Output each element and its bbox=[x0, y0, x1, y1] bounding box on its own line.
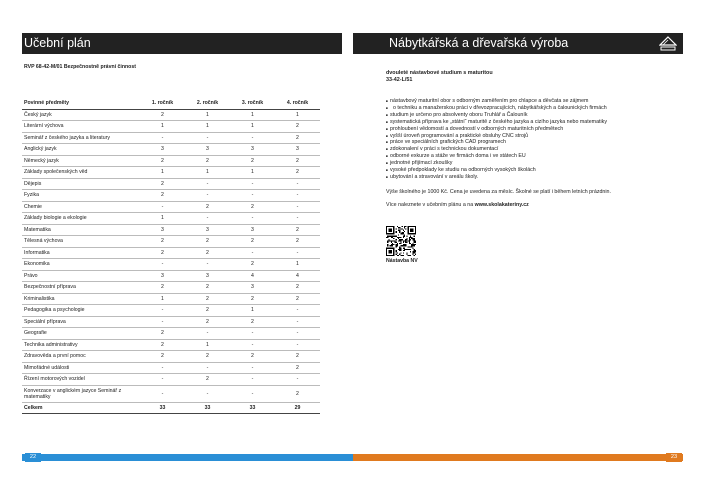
table-cell-year-4: 2 bbox=[275, 132, 320, 144]
column-header-year-4: 4. ročník bbox=[275, 97, 320, 109]
table-cell-subject: Zdravověda a první pomoc bbox=[22, 351, 140, 363]
table-cell-year-1: 3 bbox=[140, 144, 185, 156]
table-row bbox=[22, 178, 320, 190]
table-cell-year-4: 3 bbox=[275, 144, 320, 156]
table-cell-year-3: - bbox=[230, 328, 275, 340]
table-cell-subject: Právo bbox=[22, 270, 140, 282]
table-row bbox=[22, 374, 320, 386]
table-cell-year-4: 2 bbox=[275, 282, 320, 294]
school-website-link[interactable]: www.skolakateriny.cz bbox=[474, 202, 529, 208]
total-cell-year-1: 33 bbox=[140, 402, 185, 413]
table-cell-year-3: - bbox=[230, 132, 275, 144]
table-cell-year-3: - bbox=[230, 213, 275, 225]
table-cell-subject: Základy biologie a ekologie bbox=[22, 213, 140, 225]
table-cell-subject: Fyzika bbox=[22, 190, 140, 202]
table-cell-year-1: 2 bbox=[140, 351, 185, 363]
table-cell-subject: Geografie bbox=[22, 328, 140, 340]
tuition-fee-text: Výše školného je 1000 Kč. Cena je uvedena za měsíc. Školné se platí i během letních prázdnin. bbox=[386, 189, 611, 195]
table-row bbox=[22, 270, 320, 282]
table-cell-year-4: 2 bbox=[275, 385, 320, 402]
table-cell-year-4: 2 bbox=[275, 351, 320, 363]
table-cell-year-2: - bbox=[185, 362, 230, 374]
table-cell-year-2: 3 bbox=[185, 144, 230, 156]
table-cell-subject: Ekonomika bbox=[22, 259, 140, 271]
table-cell-year-4: - bbox=[275, 178, 320, 190]
table-cell-year-1: 2 bbox=[140, 190, 185, 202]
table-cell-year-4: - bbox=[275, 247, 320, 259]
more-info-prefix: Více naleznete v učebním plánu a na bbox=[386, 202, 475, 208]
table-cell-year-3: - bbox=[230, 374, 275, 386]
right-footer-bar bbox=[353, 454, 683, 461]
table-cell-year-4: - bbox=[275, 201, 320, 213]
table-row bbox=[22, 362, 320, 374]
table-cell-year-3: 3 bbox=[230, 144, 275, 156]
table-row bbox=[22, 132, 320, 144]
table-row bbox=[22, 201, 320, 213]
table-header-row bbox=[22, 97, 320, 109]
table-cell-year-2: 1 bbox=[185, 167, 230, 179]
bullet-item: ■ nástavbový maturitní obor s odborným zaměřením pro chlapce a děvčata se zájmem bbox=[386, 98, 686, 105]
table-cell-year-4: 1 bbox=[275, 259, 320, 271]
table-cell-year-3: - bbox=[230, 247, 275, 259]
table-cell-subject: Bezpečnostní příprava bbox=[22, 282, 140, 294]
table-row bbox=[22, 282, 320, 294]
table-row bbox=[22, 190, 320, 202]
program-subtitle: RVP 68-42-M/01 Bezpečnostně právní činnost bbox=[24, 64, 136, 70]
table-cell-year-4: - bbox=[275, 316, 320, 328]
table-cell-year-2: - bbox=[185, 190, 230, 202]
table-cell-year-2: 2 bbox=[185, 305, 230, 317]
table-cell-year-1: - bbox=[140, 316, 185, 328]
table-cell-year-1: 2 bbox=[140, 109, 185, 121]
table-cell-subject: Literární výchova bbox=[22, 121, 140, 133]
table-cell-subject: Základy společenských věd bbox=[22, 167, 140, 179]
table-cell-year-2: 3 bbox=[185, 270, 230, 282]
table-cell-year-4: 2 bbox=[275, 155, 320, 167]
qr-code-icon[interactable] bbox=[386, 226, 416, 256]
table-row bbox=[22, 293, 320, 305]
table-cell-year-1: 1 bbox=[140, 213, 185, 225]
table-cell-year-3: - bbox=[230, 178, 275, 190]
bullet-item: ■ práce ve speciálních grafických CAD programech bbox=[386, 139, 686, 146]
right-page-number: 23 bbox=[666, 453, 682, 462]
table-cell-year-2: 2 bbox=[185, 201, 230, 213]
table-cell-subject: Český jazyk bbox=[22, 109, 140, 121]
qr-code-label: Nástavba NV bbox=[386, 258, 418, 264]
table-cell-year-1: 2 bbox=[140, 178, 185, 190]
study-bullet-list bbox=[386, 98, 686, 181]
table-cell-year-1: 1 bbox=[140, 167, 185, 179]
table-cell-year-3: 1 bbox=[230, 167, 275, 179]
left-page-header: Učební plán bbox=[22, 33, 342, 54]
table-cell-year-1: - bbox=[140, 362, 185, 374]
table-cell-year-4: 2 bbox=[275, 293, 320, 305]
table-cell-subject: Mimořádné události bbox=[22, 362, 140, 374]
table-cell-year-2: 1 bbox=[185, 339, 230, 351]
table-cell-year-1: - bbox=[140, 201, 185, 213]
curriculum-table-body bbox=[22, 109, 320, 413]
table-row bbox=[22, 328, 320, 340]
study-code: 33-42-L/51 bbox=[386, 76, 413, 83]
table-cell-year-4: - bbox=[275, 339, 320, 351]
table-cell-year-1: 2 bbox=[140, 236, 185, 248]
table-row bbox=[22, 121, 320, 133]
table-cell-year-4: - bbox=[275, 305, 320, 317]
table-cell-year-3: - bbox=[230, 385, 275, 402]
table-row bbox=[22, 224, 320, 236]
table-cell-year-3: 1 bbox=[230, 305, 275, 317]
table-cell-year-2: 1 bbox=[185, 121, 230, 133]
table-cell-year-3: 3 bbox=[230, 224, 275, 236]
bullet-item: ■ vyšší úroveň programování a praktické obsluhy CNC strojů bbox=[386, 133, 686, 140]
column-header-year-3: 3. ročník bbox=[230, 97, 275, 109]
bullet-item: ■ jednotné přijímací zkoušky bbox=[386, 160, 686, 167]
table-cell-subject: Tělesná výchova bbox=[22, 236, 140, 248]
column-header-year-1: 1. ročník bbox=[140, 97, 185, 109]
bullet-item: ■ o techniku a manažerskou práci v dřevozpracujících, nábytkářských a čalounických firmách bbox=[386, 105, 686, 112]
table-cell-year-2: - bbox=[185, 178, 230, 190]
right-page-header bbox=[353, 33, 683, 54]
table-cell-year-2: - bbox=[185, 385, 230, 402]
bullet-item: ■ prohloubení vědomostí a dovedností v odborných maturitních předmětech bbox=[386, 126, 686, 133]
right-page-header-title: Nábytkářská a dřevařská výroba bbox=[389, 36, 569, 50]
total-cell-year-3: 33 bbox=[230, 402, 275, 413]
bullet-item: ■ zdokonalení v práci s technickou dokumentací bbox=[386, 146, 686, 153]
table-cell-subject: Řízení motorových vozidel bbox=[22, 374, 140, 386]
school-logo-icon bbox=[659, 36, 677, 51]
table-cell-year-2: - bbox=[185, 259, 230, 271]
table-row bbox=[22, 385, 320, 402]
table-row bbox=[22, 339, 320, 351]
table-cell-year-2: - bbox=[185, 213, 230, 225]
table-cell-subject: Kriminalistika bbox=[22, 293, 140, 305]
table-cell-year-2: 2 bbox=[185, 236, 230, 248]
table-cell-year-3: 2 bbox=[230, 236, 275, 248]
table-cell-year-2: - bbox=[185, 132, 230, 144]
table-row bbox=[22, 259, 320, 271]
table-cell-year-3: - bbox=[230, 339, 275, 351]
left-footer-bar bbox=[22, 454, 353, 461]
table-cell-year-2: 2 bbox=[185, 247, 230, 259]
column-header-subject: Povinné předměty bbox=[22, 97, 140, 109]
study-title-line-1: dvouleté nástavbové studium s maturitou bbox=[386, 70, 493, 76]
table-cell-year-4: 2 bbox=[275, 121, 320, 133]
table-cell-year-1: 1 bbox=[140, 293, 185, 305]
table-cell-year-2: 2 bbox=[185, 374, 230, 386]
table-cell-year-3: 1 bbox=[230, 121, 275, 133]
column-header-year-2: 2. ročník bbox=[185, 97, 230, 109]
table-row bbox=[22, 213, 320, 225]
table-cell-subject: Konverzace v anglickém jazyce Seminář z matematiky bbox=[22, 385, 140, 402]
table-row bbox=[22, 109, 320, 121]
table-cell-year-3: - bbox=[230, 190, 275, 202]
table-total-row bbox=[22, 402, 320, 413]
table-cell-year-2: 2 bbox=[185, 316, 230, 328]
table-cell-subject: Informatika bbox=[22, 247, 140, 259]
table-cell-year-4: 1 bbox=[275, 109, 320, 121]
table-row bbox=[22, 305, 320, 317]
table-cell-subject: Seminář z českého jazyka a literatury bbox=[22, 132, 140, 144]
table-cell-year-3: - bbox=[230, 362, 275, 374]
curriculum-table bbox=[22, 97, 320, 414]
table-cell-year-2: - bbox=[185, 328, 230, 340]
table-cell-year-1: 2 bbox=[140, 282, 185, 294]
table-cell-year-2: 1 bbox=[185, 109, 230, 121]
table-cell-year-4: - bbox=[275, 190, 320, 202]
more-info-text bbox=[386, 202, 529, 208]
bullet-item: ■ odborné exkurze a stáže ve firmách doma i ve státech EU bbox=[386, 153, 686, 160]
table-cell-year-4: - bbox=[275, 328, 320, 340]
table-cell-year-2: 2 bbox=[185, 293, 230, 305]
table-cell-year-1: 2 bbox=[140, 155, 185, 167]
total-cell-subject: Celkem bbox=[22, 402, 140, 413]
table-row bbox=[22, 247, 320, 259]
table-cell-year-4: 2 bbox=[275, 167, 320, 179]
table-cell-subject: Anglický jazyk bbox=[22, 144, 140, 156]
table-cell-year-2: 3 bbox=[185, 224, 230, 236]
total-cell-year-2: 33 bbox=[185, 402, 230, 413]
table-cell-year-3: 2 bbox=[230, 259, 275, 271]
table-row bbox=[22, 144, 320, 156]
table-cell-year-1: 3 bbox=[140, 224, 185, 236]
table-cell-year-3: 2 bbox=[230, 351, 275, 363]
table-cell-subject: Německý jazyk bbox=[22, 155, 140, 167]
table-cell-year-1: - bbox=[140, 259, 185, 271]
table-cell-year-3: 4 bbox=[230, 270, 275, 282]
table-row bbox=[22, 316, 320, 328]
table-cell-year-4: 4 bbox=[275, 270, 320, 282]
table-cell-year-1: 3 bbox=[140, 270, 185, 282]
table-row bbox=[22, 167, 320, 179]
table-cell-year-1: - bbox=[140, 374, 185, 386]
table-row bbox=[22, 155, 320, 167]
table-row bbox=[22, 236, 320, 248]
table-cell-year-4: 2 bbox=[275, 224, 320, 236]
table-cell-year-4: - bbox=[275, 374, 320, 386]
bullet-item: ■ studium je určeno pro absolventy oboru Truhlář a Čalouník bbox=[386, 112, 686, 119]
table-cell-year-1: - bbox=[140, 305, 185, 317]
table-row bbox=[22, 351, 320, 363]
table-cell-subject: Dějepis bbox=[22, 178, 140, 190]
table-cell-year-3: 2 bbox=[230, 155, 275, 167]
total-cell-year-4: 29 bbox=[275, 402, 320, 413]
table-cell-subject: Pedagogika a psychologie bbox=[22, 305, 140, 317]
table-cell-subject: Chemie bbox=[22, 201, 140, 213]
table-cell-year-1: - bbox=[140, 132, 185, 144]
table-cell-subject: Speciální příprava bbox=[22, 316, 140, 328]
table-cell-year-3: 1 bbox=[230, 109, 275, 121]
table-cell-year-3: 2 bbox=[230, 316, 275, 328]
bullet-item: ■ systematická příprava ke „státní“ maturitě z českého jazyka a cizího jazyka nebo matematiky bbox=[386, 119, 686, 126]
table-cell-year-1: 2 bbox=[140, 247, 185, 259]
table-cell-year-4: - bbox=[275, 213, 320, 225]
table-cell-subject: Technika administrativy bbox=[22, 339, 140, 351]
bullet-item: ■ ubytování a stravování v areálu školy. bbox=[386, 174, 686, 181]
bullet-item: ■ vysoké předpoklady ke studiu na odborných vysokých školách bbox=[386, 167, 686, 174]
table-cell-year-2: 2 bbox=[185, 282, 230, 294]
table-cell-year-2: 2 bbox=[185, 351, 230, 363]
table-cell-year-1: 1 bbox=[140, 121, 185, 133]
table-cell-year-4: 2 bbox=[275, 362, 320, 374]
table-cell-year-1: 2 bbox=[140, 328, 185, 340]
table-cell-year-3: 3 bbox=[230, 282, 275, 294]
table-cell-year-1: - bbox=[140, 385, 185, 402]
table-cell-year-4: 2 bbox=[275, 236, 320, 248]
left-page-number: 22 bbox=[25, 453, 41, 462]
table-cell-year-3: 2 bbox=[230, 201, 275, 213]
table-cell-year-2: 2 bbox=[185, 155, 230, 167]
study-title bbox=[386, 70, 493, 84]
table-cell-year-3: 2 bbox=[230, 293, 275, 305]
table-cell-subject: Matematika bbox=[22, 224, 140, 236]
table-cell-year-1: 2 bbox=[140, 339, 185, 351]
